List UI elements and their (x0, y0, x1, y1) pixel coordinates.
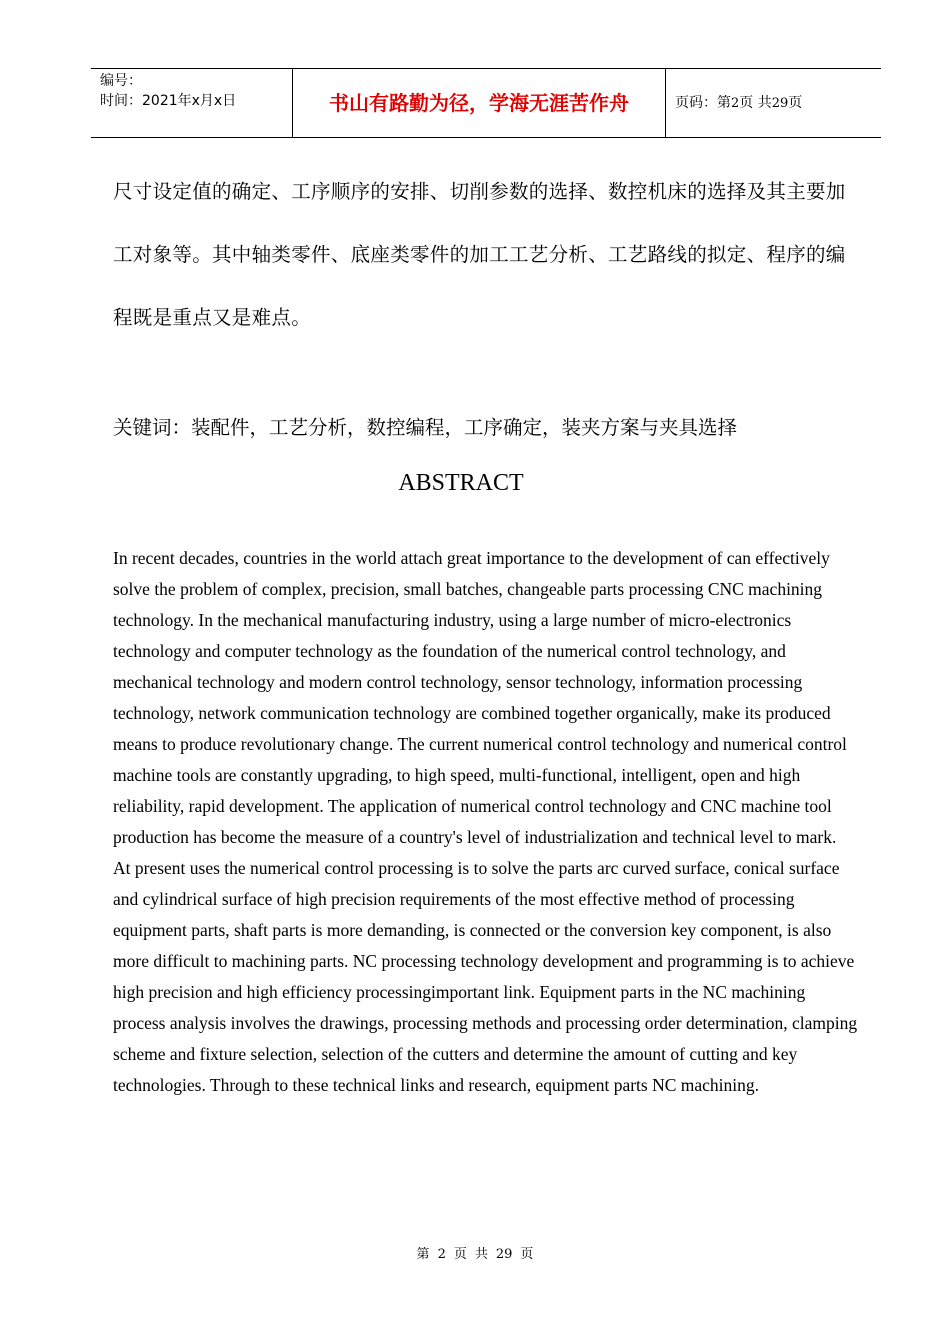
page-current: 2 (731, 96, 740, 111)
page-total: 29 (771, 96, 789, 111)
footer-total: 29 (495, 1247, 513, 1262)
page-suffix: 页 (788, 95, 803, 111)
footer-total-label: 共 (474, 1247, 488, 1262)
footer-suffix: 页 (520, 1247, 534, 1262)
header-page-indicator (675, 69, 802, 137)
keywords-label: 关键词： (113, 416, 192, 439)
header-motto: 书山有路勤为径，学海无涯苦作舟 (329, 91, 629, 115)
page-mid: 页 共 (739, 95, 772, 111)
header-info (100, 71, 290, 111)
footer-prefix: 第 (416, 1247, 430, 1262)
footer-mid: 页 (453, 1247, 467, 1262)
footer-current: 2 (437, 1247, 446, 1262)
page-prefix: 页码：第 (675, 95, 731, 111)
keywords-text: 装配件，工艺分析，数控编程，工序确定，装夹方案与夹具选择 (191, 416, 738, 439)
header-divider (665, 69, 666, 137)
abstract-paragraph: At present uses the numerical control processing is to solve the parts arc curved surface, conical surface and cylindrical surface of high precision requirements of the most effective method of processing equipment parts, shaft parts is more demanding, is connected or the conversion key component, is also more difficult to machining parts. NC processing technology development and programming is to achieve high precision and high efficiency processingimportant link. Equipment parts in the NC machining process analysis involves the drawings, processing methods and processing order determination, clamping scheme and fixture selection, selection of the cutters and determine the amount of cutting and key technologies. Through to these technical links and research, equipment parts NC machining. (113, 858, 858, 1095)
page-footer (0, 1245, 950, 1265)
number-label: 编号： (100, 73, 142, 89)
page-header (91, 68, 881, 138)
abstract-body (113, 543, 861, 1101)
abstract-paragraph: In recent decades, countries in the world attach great importance to the development of can effectively solve the problem of complex, precision, small batches, changeable parts processing CNC machining technology. In the mechanical manufacturing industry, using a large number of micro-electronics technology and computer technology as the foundation of the numerical control technology, and mechanical technology and modern control technology, sensor technology, information processing technology, network communication technology are combined together organically, make its produced means to produce revolutionary change. The current numerical control technology and numerical control machine tools are constantly upgrading, to high speed, multi-functional, intelligent, open and high reliability, rapid development. The application of numerical control technology and CNC machine tool production has become the measure of a country's level of industrialization and technical level to mark. (113, 548, 847, 847)
keywords-line (113, 409, 873, 447)
abstract-title: ABSTRACT (398, 470, 524, 496)
time-label: 时间：2021年x月x日 (100, 93, 237, 109)
chinese-paragraph: 尺寸设定值的确定、工序顺序的安排、切削参数的选择、数控机床的选择及其主要加工对象等。其中轴类零件、底座类零件的加工工艺分析、工艺路线的拟定、程序的编程既是重点又是难点。 (113, 180, 846, 329)
